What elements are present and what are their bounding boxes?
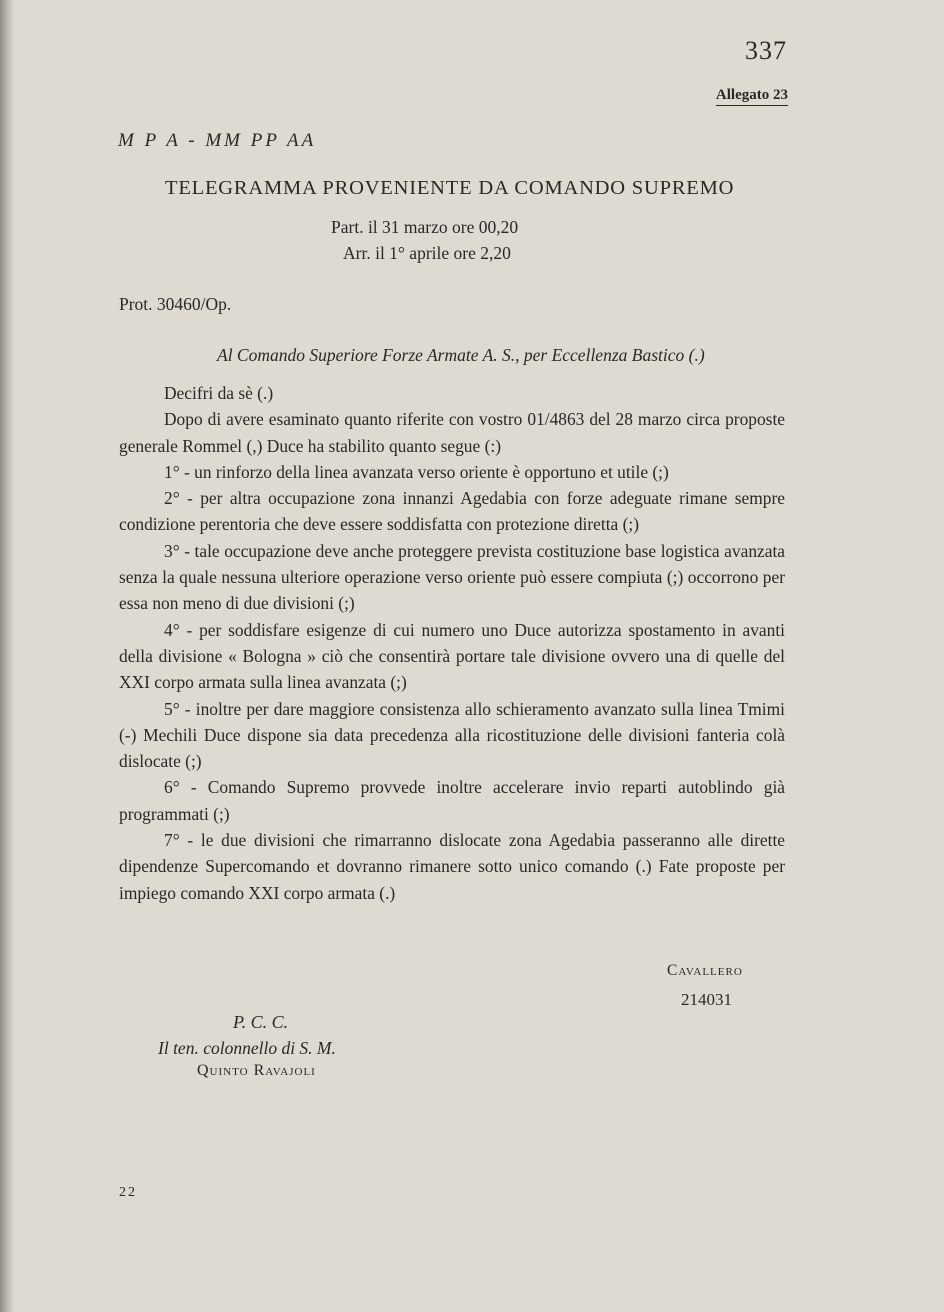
sender-code: M P A - MM PP AA: [118, 130, 317, 151]
officer-name: Quinto Ravajoli: [197, 1062, 316, 1079]
departure-time: Part. il 31 marzo ore 00,20: [331, 217, 519, 237]
body-paragraph: 3° - tale occupazione deve anche proteggere prevista costituzione base logistica avanzata senza la quale nessuna ulteriore operazione verso oriente può essere compiuta (;) occorrono per essa non meno di due divisioni (;): [119, 540, 785, 614]
signature-code: 214031: [681, 990, 732, 1009]
body-paragraph: 1° - un rinforzo della linea avanzata verso oriente è opportuno et utile (;): [164, 461, 669, 482]
page-number: 337: [745, 36, 787, 65]
arrival-time: Arr. il 1° aprile ore 2,20: [343, 243, 511, 263]
body-paragraph: 6° - Comando Supremo provvede inoltre accelerare invio reparti autoblindo già programmati (;): [119, 777, 785, 824]
annex-label: Allegato 23: [716, 87, 788, 106]
telegram-body: [119, 380, 785, 906]
protocol-number: Prot. 30460/Op.: [119, 294, 232, 314]
binding-gutter: [0, 0, 14, 1312]
body-paragraph: 2° - per altra occupazione zona innanzi Agedabia con forze adeguate rimane sempre condizione perentoria che deve essere soddisfatta con protezione diretta (;): [119, 488, 785, 535]
body-paragraph: 4° - per soddisfare esigenze di cui numero uno Duce autorizza spostamento in avanti della divisione « Bologna » ciò che consentirà portare tale divisione ovvero una di quelle del XXI corpo armata sulla linea avanzata (;): [119, 619, 785, 693]
body-paragraph: Dopo di avere esaminato quanto riferite con vostro 01/4863 del 28 marzo circa proposte generale Rommel (,) Duce ha stabilito quanto segue (:): [119, 409, 785, 456]
body-paragraph: 7° - le due divisioni che rimarranno dislocate zona Agedabia passeranno alle dirette dipendenze Supercomando et dovranno rimanere sotto unico comando (.) Fate proposte per impiego comando XXI corpo armata (.): [119, 830, 785, 903]
document-title: TELEGRAMMA PROVENIENTE DA COMANDO SUPREMO: [165, 177, 735, 199]
signature-name: Cavallero: [667, 962, 743, 979]
certification-pcc: P. C. C.: [233, 1012, 289, 1032]
body-paragraph: Decifri da sè (.): [164, 383, 274, 403]
footer-page-code: 22: [119, 1185, 137, 1200]
officer-title: Il ten. colonnello di S. M.: [158, 1038, 336, 1058]
body-paragraph: 5° - inoltre per dare maggiore consistenza allo schieramento avanzato sulla linea Tmimi (-) Mechili Duce dispone sia data precedenza alla ricostituzione delle divisioni fanteria colà dislocate (;): [119, 698, 785, 772]
addressee: Al Comando Superiore Forze Armate A. S., per Eccellenza Bastico (.): [217, 345, 705, 365]
